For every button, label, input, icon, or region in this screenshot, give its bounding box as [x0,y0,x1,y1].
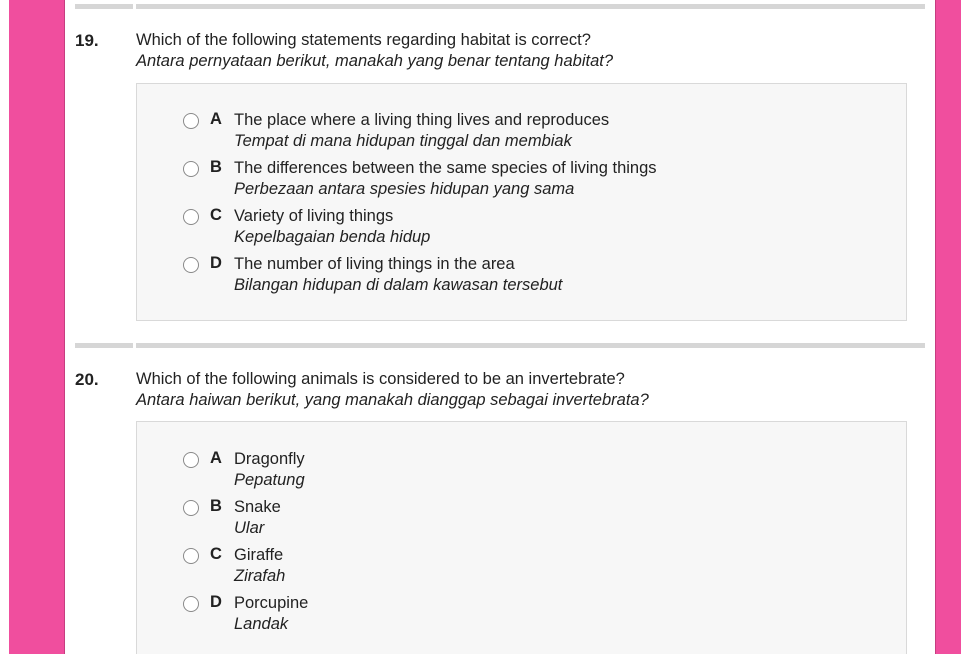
option-text [234,158,657,200]
option-letter: B [210,497,222,515]
question-text [136,30,613,72]
option-text [234,254,562,296]
option-text-ms: Tempat di mana hidupan tinggal dan membiak [234,132,572,150]
question-text-ms: Antara haiwan berikut, yang manakah dianggap sebagai invertebrata? [136,391,649,409]
option-text-ms: Pepatung [234,471,305,489]
radio-button[interactable] [183,257,199,273]
left-pink-border [9,0,65,654]
option-text [234,110,609,152]
option-letter: C [210,206,222,224]
option-text-en: The number of living things in the area [234,255,515,273]
question-number: 19. [75,31,99,50]
question-text-ms: Antara pernyataan berikut, manakah yang benar tentang habitat? [136,52,614,70]
option-text-en: The differences between the same species of living things [234,159,657,177]
option-text-ms: Kepelbagaian benda hidup [234,228,431,246]
option-text [234,497,281,539]
option-text-ms: Ular [234,519,265,537]
right-pink-border [935,0,961,654]
option-c[interactable] [183,206,883,250]
option-d[interactable] [183,254,883,298]
option-letter: A [210,449,222,467]
radio-button[interactable] [183,500,199,516]
option-text-ms: Zirafah [234,567,286,585]
option-letter: C [210,545,222,563]
option-letter: D [210,593,222,611]
option-a[interactable] [183,449,883,493]
option-text [234,449,305,491]
option-letter: A [210,110,222,128]
option-d[interactable] [183,593,883,637]
radio-button[interactable] [183,161,199,177]
option-a[interactable] [183,110,883,154]
radio-button[interactable] [183,209,199,225]
question-text [136,369,649,411]
option-text-en: Porcupine [234,594,309,612]
option-b[interactable] [183,158,883,202]
option-b[interactable] [183,497,883,541]
question-number: 20. [75,370,99,389]
radio-button[interactable] [183,113,199,129]
radio-button[interactable] [183,596,199,612]
question-separator [75,343,925,348]
question-separator [75,4,925,9]
option-text-en: Dragonfly [234,450,305,468]
option-c[interactable] [183,545,883,589]
option-text-en: Giraffe [234,546,284,564]
options-box [136,421,907,654]
radio-button[interactable] [183,452,199,468]
option-text-en: The place where a living thing lives and reproduces [234,111,610,129]
radio-button[interactable] [183,548,199,564]
option-letter: D [210,254,222,272]
option-text-ms: Bilangan hidupan di dalam kawasan tersebut [234,276,563,294]
question-text-en: Which of the following animals is considered to be an invertebrate? [136,370,625,388]
option-text-en: Variety of living things [234,207,394,225]
option-letter: B [210,158,222,176]
question-text-en: Which of the following statements regarding habitat is correct? [136,31,591,49]
options-box [136,83,907,321]
option-text-en: Snake [234,498,281,516]
option-text [234,206,430,248]
option-text-ms: Perbezaan antara spesies hidupan yang sama [234,180,575,198]
option-text [234,545,285,587]
option-text [234,593,308,635]
option-text-ms: Landak [234,615,289,633]
